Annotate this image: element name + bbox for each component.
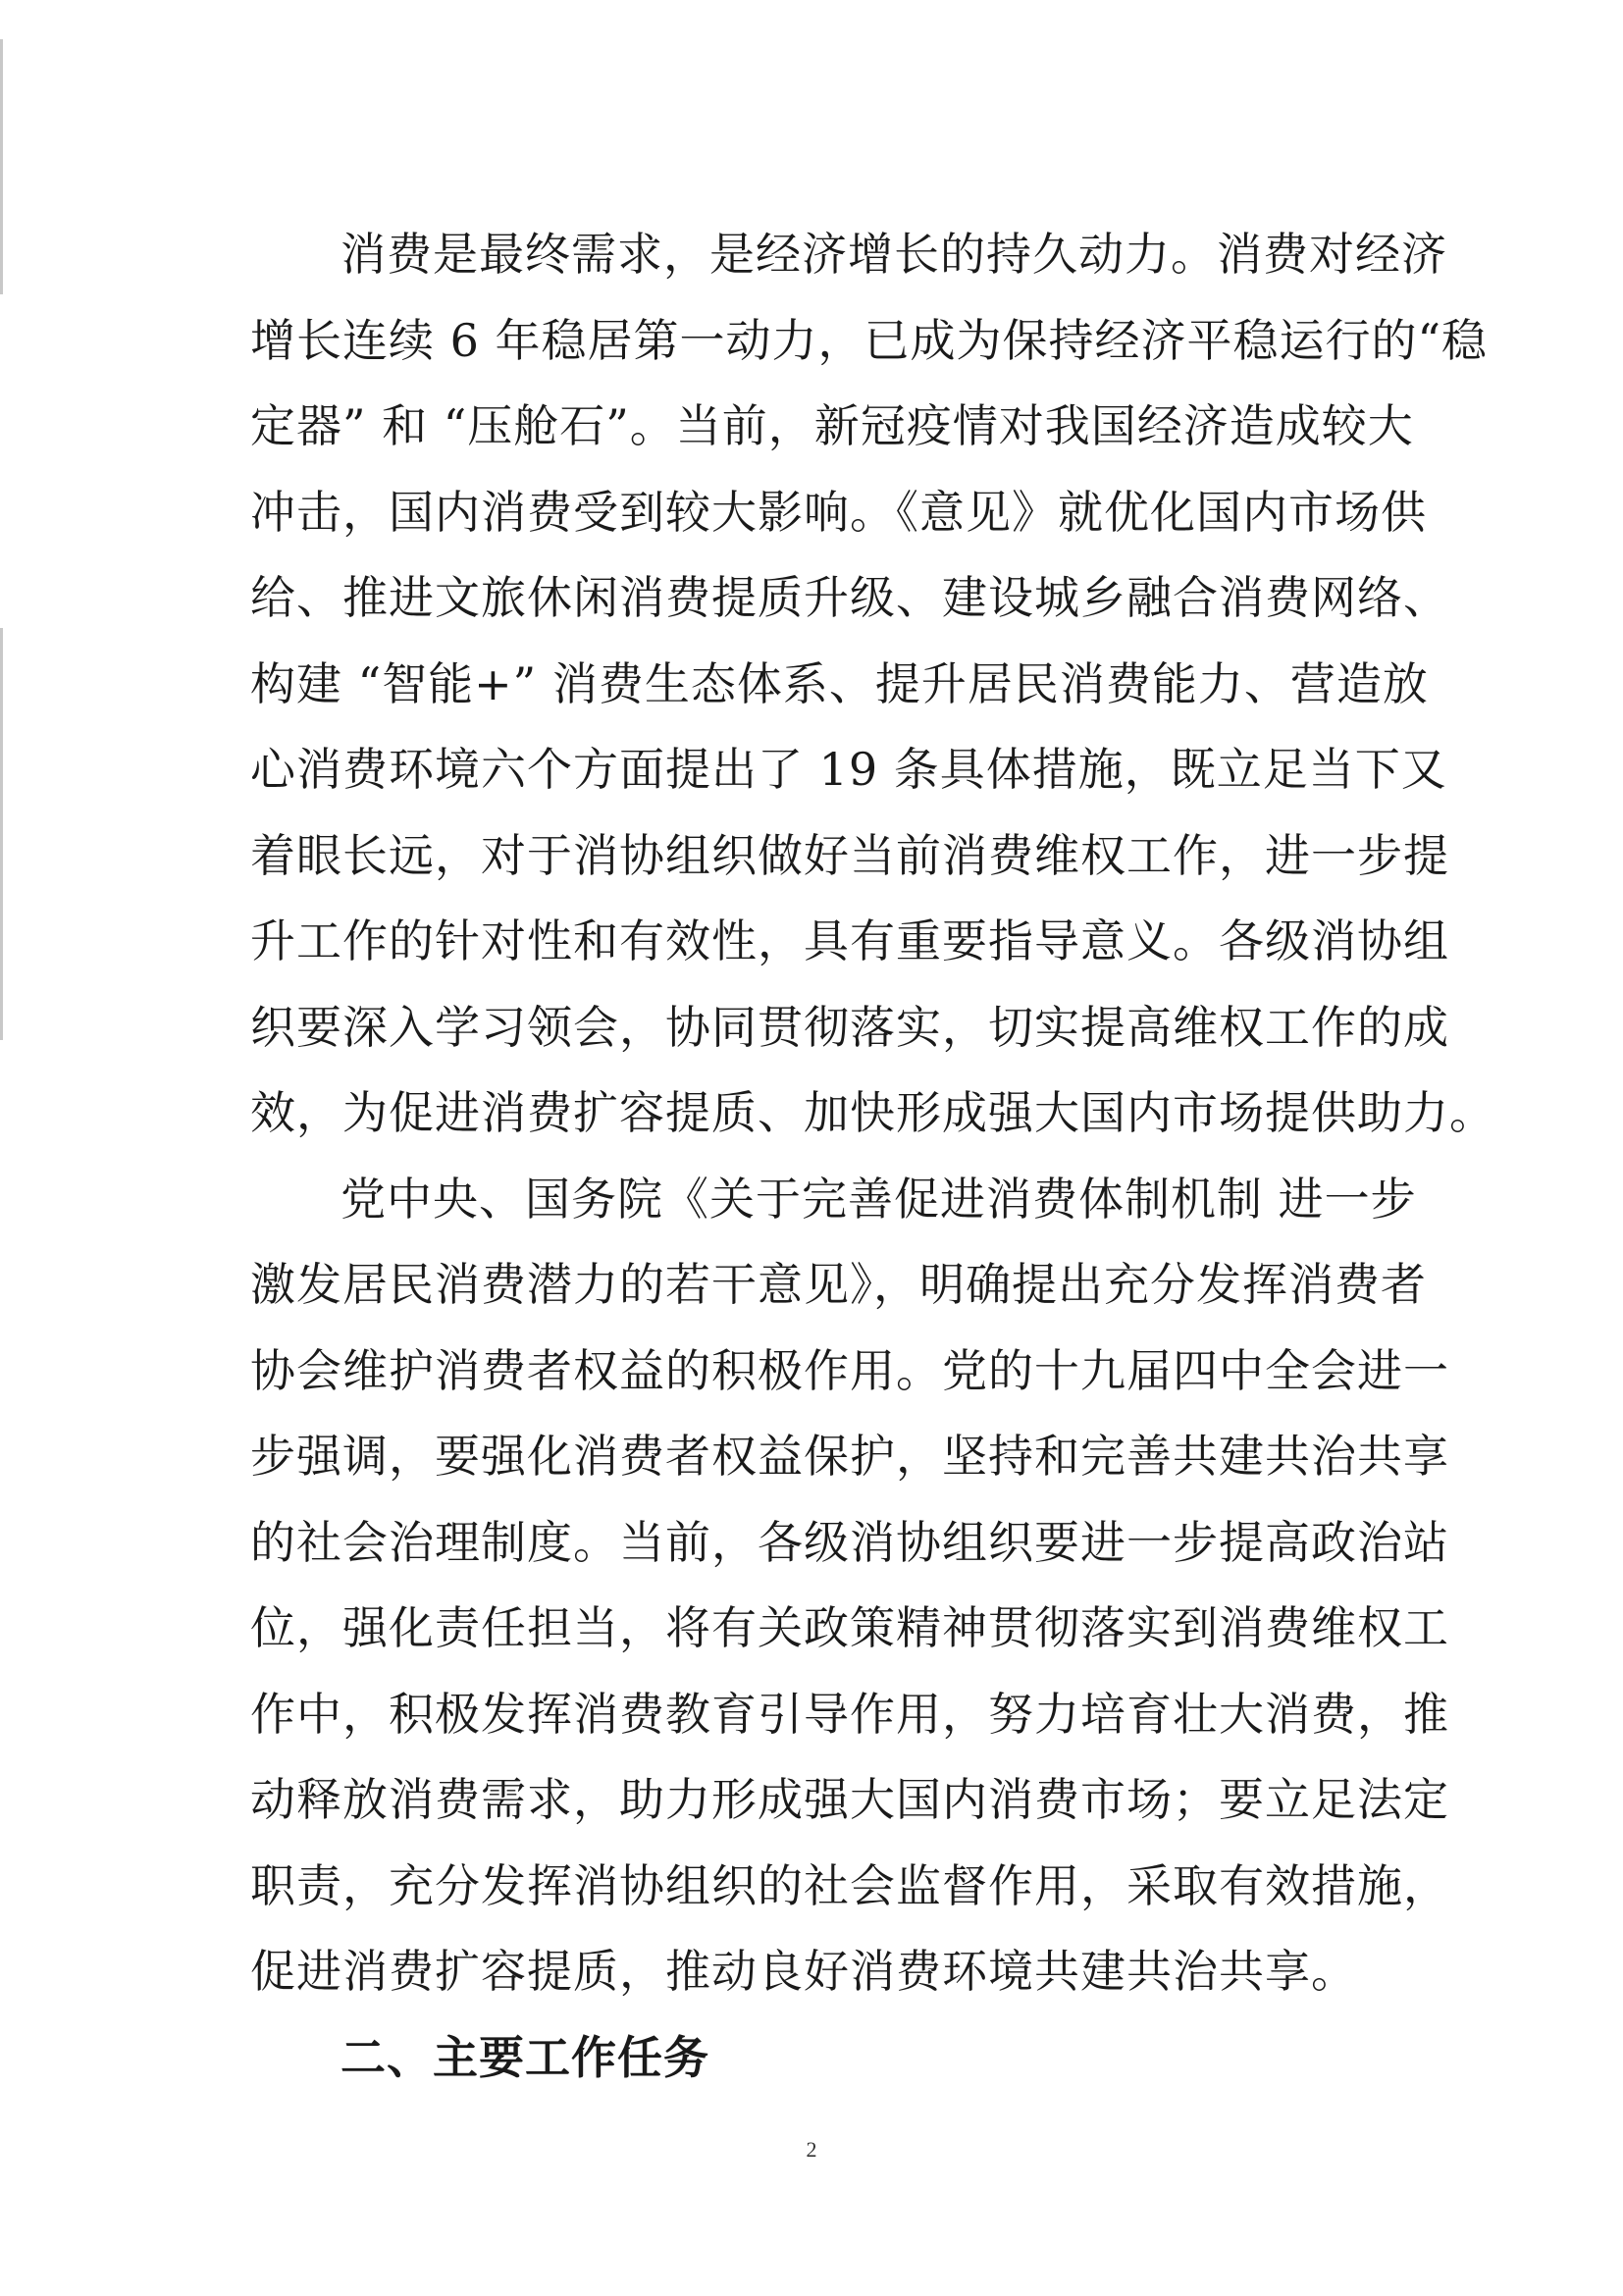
paragraph-line: 增长连续 6 年稳居第一动力，已成为保持经济平稳运行的“稳 [250, 313, 1489, 367]
paragraph-line: 着眼长远，对于消协组织做好当前消费维权工作，进一步提 [250, 828, 1449, 882]
body-text [250, 212, 1495, 2101]
paragraph-line: 织要深入学习领会，协同贯彻落实，切实提高维权工作的成 [250, 1000, 1449, 1054]
paragraph-2 [250, 1157, 1449, 2015]
paragraph-line: 促进消费扩容提质，推动良好消费环境共建共治共享。 [250, 1945, 1357, 1998]
paragraph-line: 位，强化责任担当，将有关政策精神贯彻落实到消费维权工 [250, 1601, 1449, 1654]
paragraph-line: 党中央、国务院《关于完善促进消费体制机制 进一步 [340, 1172, 1417, 1226]
scan-edge-mark [0, 39, 3, 294]
page-number: 2 [806, 2137, 817, 2162]
paragraph-line: 协会维护消费者权益的积极作用。党的十九届四中全会进一 [250, 1343, 1449, 1397]
paragraph-line: 定器” 和 “压舱石”。当前，新冠疫情对我国经济造成较大 [250, 399, 1414, 452]
paragraph-line: 激发居民消费潜力的若干意见》，明确提出充分发挥消费者 [250, 1258, 1427, 1311]
paragraph-line: 冲击，国内消费受到较大影响。《意见》就优化国内市场供 [250, 485, 1427, 539]
paragraph-line: 给、推进文旅休闲消费提质升级、建设城乡融合消费网络、 [250, 571, 1449, 624]
paragraph-1 [250, 212, 1495, 1157]
paragraph-line: 效，为促进消费扩容提质、加快形成强大国内市场提供助力。 [250, 1086, 1495, 1139]
paragraph-line: 动释放消费需求，助力形成强大国内消费市场；要立足法定 [250, 1773, 1449, 1826]
section-heading: 二、主要工作任务 [340, 2030, 709, 2084]
paragraph-line: 职责，充分发挥消协组织的社会监督作用，采取有效措施， [250, 1858, 1449, 1912]
paragraph-line: 的社会治理制度。当前，各级消协组织要进一步提高政治站 [250, 1515, 1449, 1569]
scan-edge-mark [0, 628, 3, 1040]
paragraph-line: 作中，积极发挥消费教育引导作用，努力培育壮大消费，推 [250, 1687, 1449, 1741]
paragraph-line: 消费是最终需求，是经济增长的持久动力。消费对经济 [340, 228, 1447, 281]
paragraph-line: 心消费环境六个方面提出了 19 条具体措施，既立足当下又 [250, 743, 1447, 796]
paragraph-line: 构建 “智能+” 消费生态体系、提升居民消费能力、营造放 [250, 656, 1429, 710]
paragraph-line: 步强调，要强化消费者权益保护，坚持和完善共建共治共享 [250, 1430, 1449, 1483]
paragraph-line: 升工作的针对性和有效性，具有重要指导意义。各级消协组 [250, 914, 1449, 967]
